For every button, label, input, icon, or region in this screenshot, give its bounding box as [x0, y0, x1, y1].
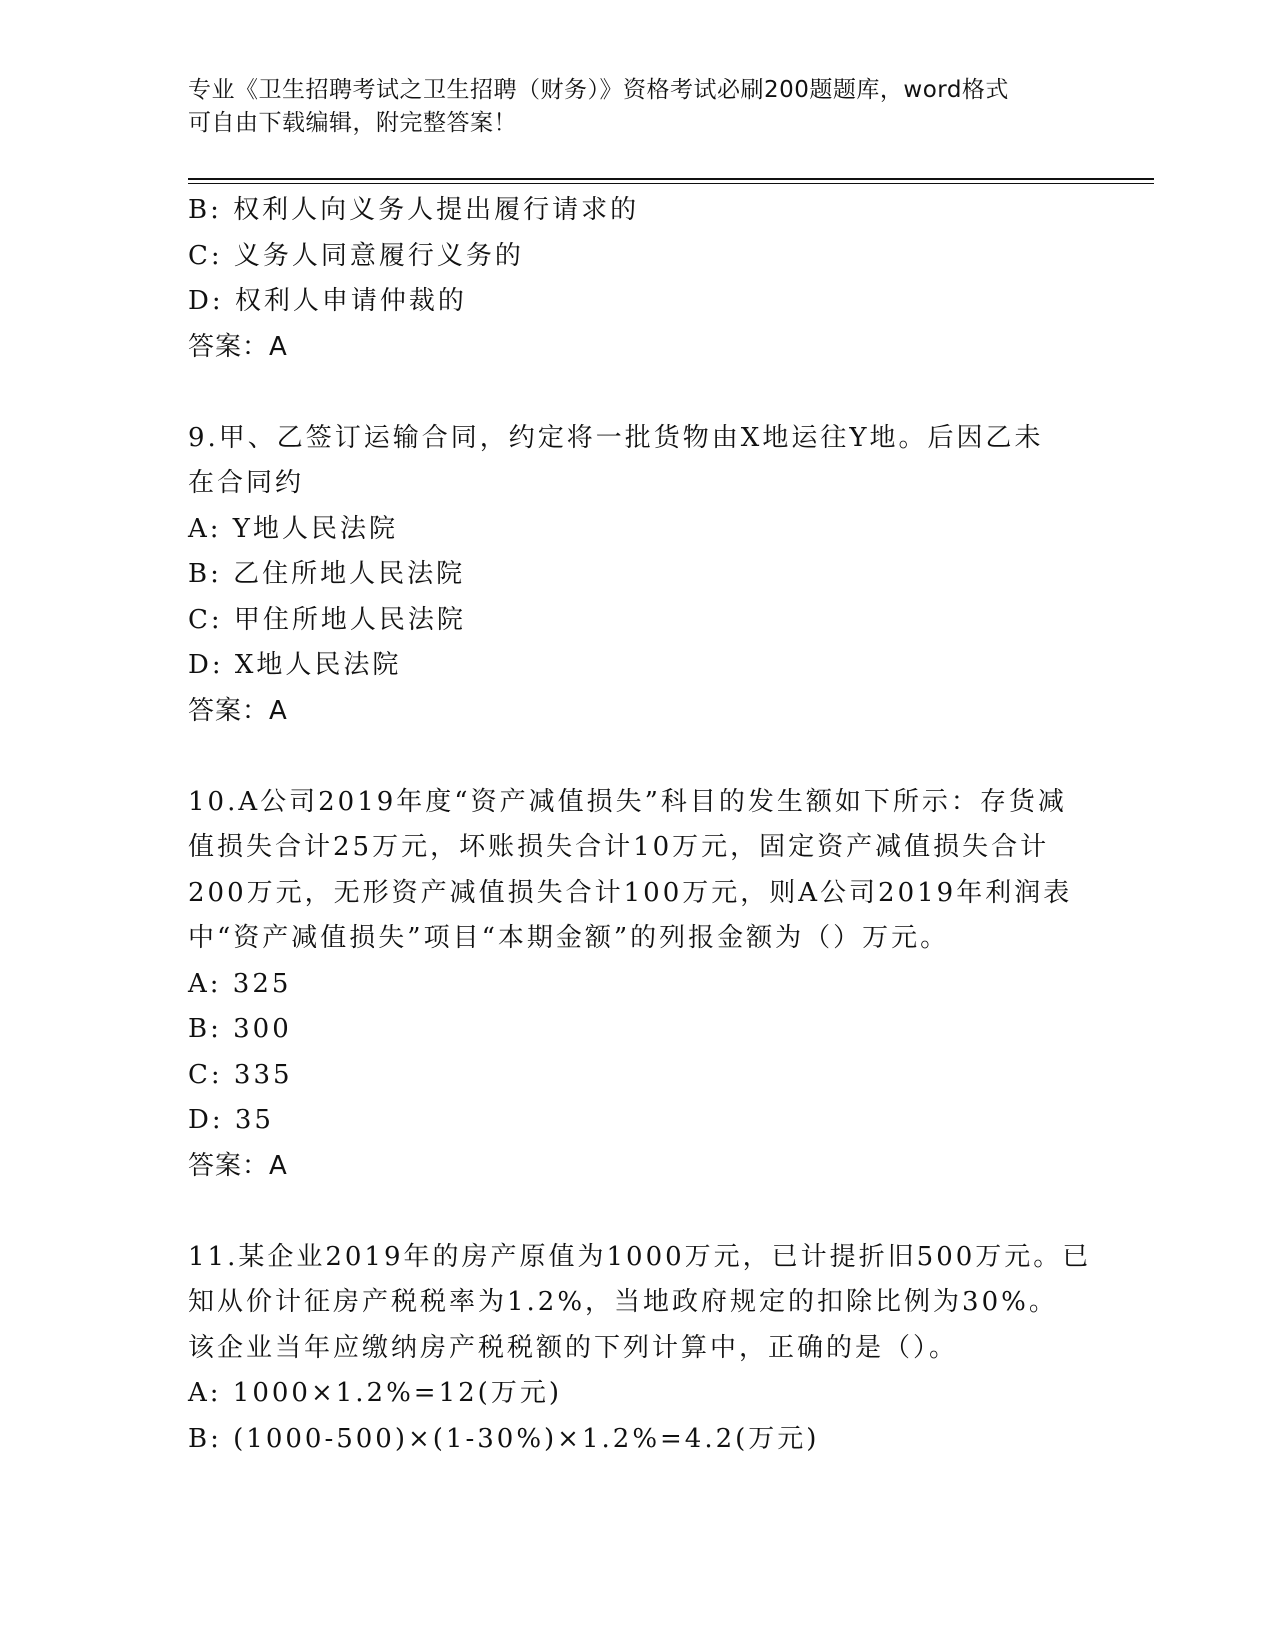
option-c: C: 甲住所地人民法院 — [188, 604, 466, 635]
question-text-line: 知从价计征房产税税率为1.2%，当地政府规定的扣除比例为30%。 — [188, 1287, 1058, 1317]
option-a: A: Y地人民法院 — [188, 513, 398, 544]
answer-line: 答案：A — [188, 1150, 288, 1181]
question-11 — [188, 1235, 1092, 1463]
option-a: A: 325 — [188, 968, 292, 999]
option-c: C: 335 — [188, 1059, 293, 1090]
header-title-line-2: 可自由下载编辑，附完整答案！ — [188, 110, 517, 136]
header-divider-thick — [188, 178, 1154, 180]
header-title-line-1: 专业《卫生招聘考试之卫生招聘（财务）》资格考试必刷200题题库，word格式 — [188, 77, 1009, 103]
answer-line: 答案：A — [188, 331, 288, 362]
question-text-line: 值损失合计25万元，坏账损失合计10万元，固定资产减值损失合计 — [188, 832, 1050, 862]
option-d: D: 35 — [188, 1105, 274, 1135]
option-b: B: 权利人向义务人提出履行请求的 — [188, 195, 640, 225]
document-header — [188, 74, 1088, 140]
question-text-line: 10.A公司2019年度“资产减值损失”科目的发生额如下所示：存货减 — [188, 786, 1067, 817]
question-content — [188, 188, 1092, 1462]
question-10 — [188, 780, 1088, 1190]
option-d: D: X地人民法院 — [188, 650, 402, 680]
header-divider-thin — [188, 183, 1154, 184]
option-a: A: 1000×1.2%=12(万元) — [188, 1378, 562, 1408]
spacer — [188, 1189, 1088, 1235]
question-text-line: 200万元，无形资产减值损失合计100万元，则A公司2019年利润表 — [188, 877, 1073, 908]
option-d: D: 权利人申请仲裁的 — [188, 286, 467, 316]
question-text-line: 该企业当年应缴纳房产税税额的下列计算中，正确的是（）。 — [188, 1332, 959, 1363]
question-9 — [188, 416, 1088, 735]
option-b: B: 300 — [188, 1014, 292, 1044]
option-b: B: 乙住所地人民法院 — [188, 559, 466, 589]
question-text-line: 在合同约 — [188, 468, 305, 498]
question-text-line: 9.甲、乙签订运输合同，约定将一批货物由X地运往Y地。后因乙未 — [188, 422, 1044, 453]
option-b: B: (1000-500)×(1-30%)×1.2%=4.2(万元) — [188, 1423, 820, 1454]
spacer — [188, 370, 1088, 416]
spacer — [188, 734, 1088, 780]
question-8-tail — [188, 188, 1088, 370]
question-text-line: 中“资产减值损失”项目“本期金额”的列报金额为（）万元。 — [188, 923, 950, 953]
answer-line: 答案：A — [188, 695, 288, 726]
question-text-line: 11.某企业2019年的房产原值为1000万元，已计提折旧500万元。已 — [188, 1241, 1092, 1272]
option-c: C: 义务人同意履行义务的 — [188, 240, 524, 271]
